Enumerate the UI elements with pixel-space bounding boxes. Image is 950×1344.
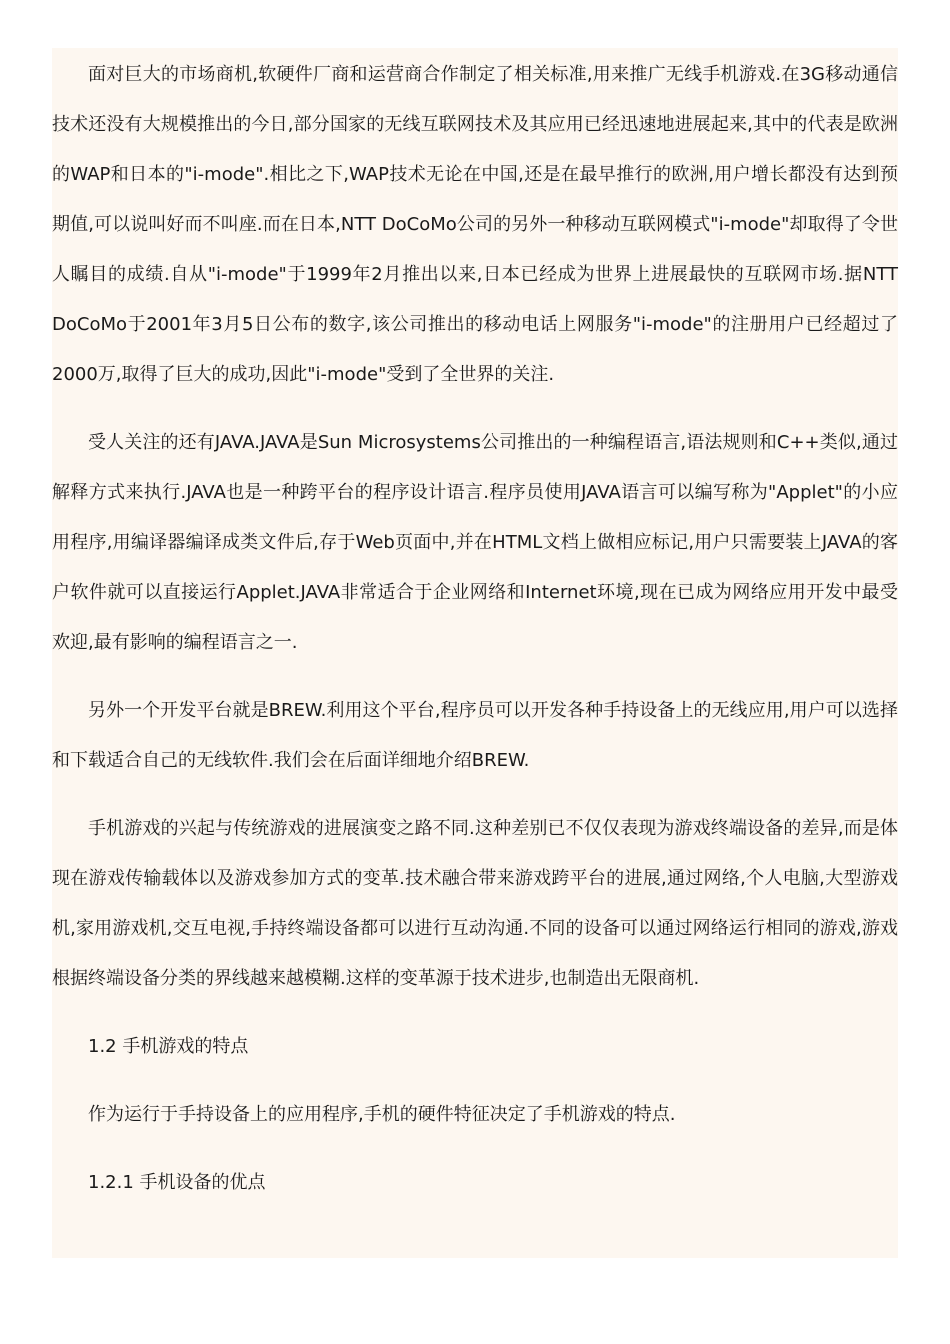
section-intro: 作为运行于手持设备上的应用程序,手机的硬件特征决定了手机游戏的特点.	[88, 1104, 676, 1125]
paragraph-mobile-games-rise: 手机游戏的兴起与传统游戏的进展演变之路不同.这种差别已不仅仅表现为游戏终端设备的差异,而是体现在游戏传输载体以及游戏参加方式的变革.技术融合带来游戏跨平台的进展,通过网络,个人电脑,大型游戏机,家用游戏机,交互电视,手持终端设备都可以进行互动沟通.不同的设备可以通过网络运行相同的游戏,游戏根据终端设备分类的界线越来越模糊.这样的变革源于技术进步,也制造出无限商机.	[52, 818, 898, 989]
paragraph-brew: 另外一个开发平台就是BREW.利用这个平台,程序员可以开发各种手持设备上的无线应用,用户可以选择和下载适合自己的无线软件.我们会在后面详细地介绍BREW.	[52, 700, 898, 771]
subsection-heading: 1.2.1 手机设备的优点	[88, 1172, 266, 1193]
paragraph-market-opportunity: 面对巨大的市场商机,软硬件厂商和运营商合作制定了相关标准,用来推广无线手机游戏.在3G移动通信技术还没有大规模推出的今日,部分国家的无线互联网技术及其应用已经迅速地进展起来,其中的代表是欧洲的WAP和日本的"i-mode".相比之下,WAP技术无论在中国,还是在最早推行的欧洲,用户增长都没有达到预期值,可以说叫好而不叫座.而在日本,NTT DoCoMo公司的另外一种移动互联网模式"i-mode"却取得了令世人瞩目的成绩.自从"i-mode"于1999年2月推出以来,日本已经成为世界上进展最快的互联网市场.据NTT DoCoMo于2001年3月5日公布的数字,该公司推出的移动电话上网服务"i-mode"的注册用户已经超过了2000万,取得了巨大的成功,因此"i-mode"受到了全世界的关注.	[52, 64, 898, 385]
document-body	[52, 50, 898, 1208]
section-heading: 1.2 手机游戏的特点	[88, 1036, 249, 1057]
paragraph-java: 受人关注的还有JAVA.JAVA是Sun Microsystems公司推出的一种编程语言,语法规则和C++类似,通过解释方式来执行.JAVA也是一种跨平台的程序设计语言.程序员使用JAVA语言可以编写称为"Applet"的小应用程序,用编译器编译成类文件后,存于Web页面中,并在HTML文档上做相应标记,用户只需要装上JAVA的客户软件就可以直接运行Applet.JAVA非常适合于企业网络和Internet环境,现在已成为网络应用开发中最受欢迎,最有影响的编程语言之一.	[52, 432, 898, 653]
